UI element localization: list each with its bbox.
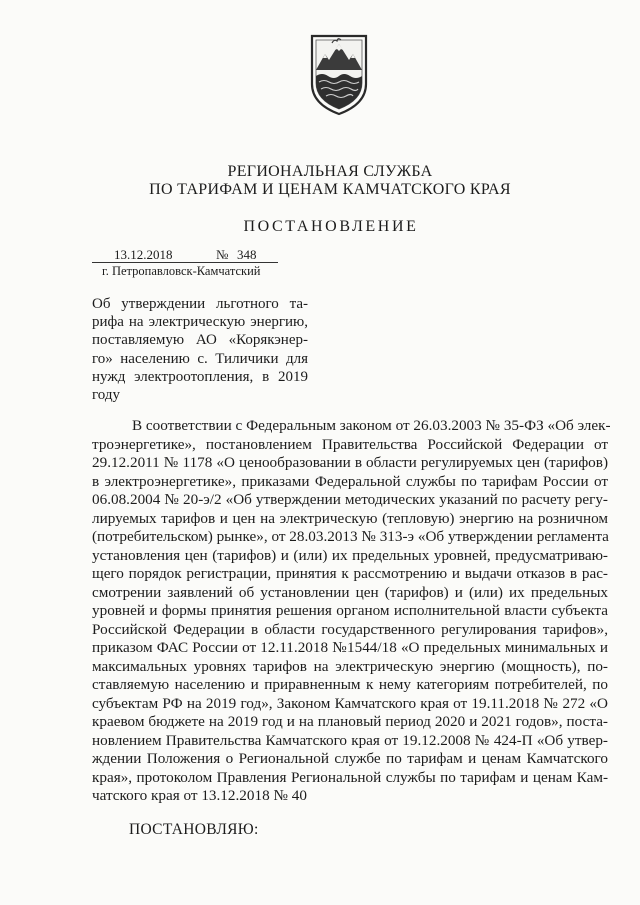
resolution-heading: ПОСТАНОВЛЯЮ: bbox=[129, 821, 259, 838]
body-line: ставляемую населению и приравненным к нему категориям потребителей, по bbox=[92, 676, 608, 693]
body-line: 06.08.2004 № 20-э/2 «Об утверждении методических указаний по расчету регу- bbox=[92, 491, 608, 508]
body-line: ждении Положения о Региональной службе по тарифам и ценам Камчатского bbox=[92, 750, 608, 767]
number-sign: № bbox=[216, 247, 229, 262]
body-line: краевом бюджете на 2019 год и на плановый период 2020 и 2021 годов», поста- bbox=[92, 713, 608, 730]
body-line: чатского края от 13.12.2018 № 40 bbox=[92, 787, 307, 804]
body-line: установления цен (тарифов) и (или) их предельных уровней, предусматриваю- bbox=[92, 546, 608, 564]
body-line: максимальных уровнях тарифов на электрическую энергию (мощность), по- bbox=[92, 657, 608, 675]
kamchatka-coat-of-arms-icon bbox=[308, 32, 370, 116]
body-line: Российской Федерации в области государственного регулирования тарифов», bbox=[92, 620, 608, 638]
body-line: (потребительском) рынке», от 28.03.2013 № 313-э «Об утверждении регламента bbox=[92, 528, 609, 545]
date-number-line bbox=[92, 246, 278, 263]
body-line: смотрении заявлений об установлении цен (тарифов) и (или) их предельных bbox=[92, 583, 608, 601]
issue-city: г. Петропавловск-Камчатский bbox=[102, 264, 261, 278]
body-line: троэнергетике», постановлением Правительства Российской Федерации от bbox=[92, 435, 608, 453]
document-type-title: ПОСТАНОВЛЕНИЕ bbox=[243, 218, 419, 235]
organization-name-line2: ПО ТАРИФАМ И ЦЕНАМ КАМЧАТСКОГО КРАЯ bbox=[149, 181, 511, 198]
organization-name-line1: РЕГИОНАЛЬНАЯ СЛУЖБА bbox=[227, 163, 433, 180]
document-subject bbox=[92, 295, 308, 404]
subject-line: рифа на электрическую энергию, bbox=[92, 314, 308, 331]
document-number: 348 bbox=[237, 247, 257, 262]
body-line: щего порядок регистрации, принятия к рассмотрению и выдачи отказов в рас- bbox=[92, 565, 608, 582]
body-line: в электроэнергетике», приказами Федеральной службы по тарифам России от bbox=[92, 472, 608, 490]
subject-line: году bbox=[92, 387, 120, 404]
subject-line: нужд электроотопления, в 2019 bbox=[92, 368, 308, 385]
body-line: субъектам РФ на 2019 год», Законом Камчатского края от 19.11.2018 № 272 «О bbox=[92, 694, 608, 712]
subject-line: го» населению с. Тиличики для bbox=[92, 350, 308, 367]
body-line: 29.12.2011 № 1178 «О ценообразовании в области регулируемых цен (тарифов) bbox=[92, 454, 608, 471]
document-date: 13.12.2018 bbox=[114, 247, 173, 262]
body-line: приказом ФАС России от 12.11.2018 №1544/18 «О предельных минимальных и bbox=[92, 639, 608, 656]
preamble-paragraph bbox=[92, 417, 611, 806]
body-line: края», протоколом Правления Региональной службы по тарифам и ценам Кам- bbox=[92, 768, 608, 786]
body-line: уровней и формы принятия решения органом исполнительной власти субъекта bbox=[92, 602, 608, 619]
body-line: лируемых тарифов и цен на электрическую (тепловую) энергию на розничном bbox=[92, 509, 608, 527]
subject-line: поставляемую АО «Корякэнер- bbox=[92, 332, 308, 349]
body-line: В соответствии с Федеральным законом от 26.03.2003 № 35-ФЗ «Об элек- bbox=[132, 417, 611, 434]
body-line: новлением Правительства Камчатского края от 19.12.2008 № 424-П «Об утвер- bbox=[92, 731, 608, 749]
subject-line: Об утверждении льготного та- bbox=[92, 296, 308, 312]
